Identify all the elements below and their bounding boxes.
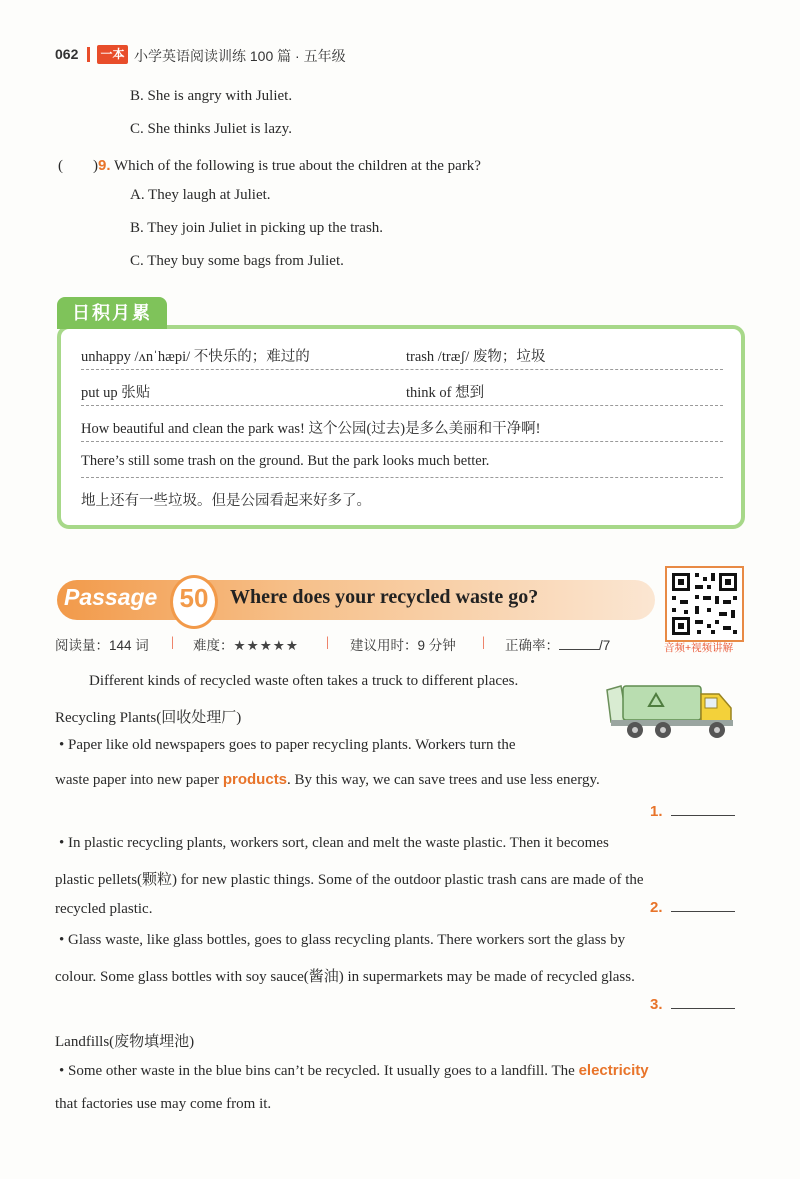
- vocab-translation: 地上还有一些垃圾。但是公园看起来好多了。: [81, 493, 371, 509]
- passage-number: 50: [179, 583, 209, 613]
- passage-label: Passage: [64, 584, 158, 610]
- option-b: B. She is angry with Juliet.: [130, 88, 293, 104]
- question-text: Which of the following is true about the children at the park?: [114, 158, 481, 174]
- question-number: 9.: [98, 157, 111, 174]
- blank-number: 3.: [650, 996, 663, 1013]
- keyword-electricity: electricity: [578, 1062, 649, 1079]
- difficulty-stars: ★★★★★: [233, 638, 300, 653]
- answer-blank-2[interactable]: [650, 899, 735, 917]
- difficulty-label: 难度：: [193, 638, 234, 653]
- brand-logo: 一本: [97, 45, 128, 64]
- page-number: 062: [55, 46, 79, 62]
- meta-separator: |: [326, 634, 329, 649]
- q9-option-a: A. They laugh at Juliet.: [130, 187, 271, 203]
- paragraph-landfill-line2: that factories use may come from it.: [55, 1096, 272, 1112]
- q9-option-b: B. They join Juliet in picking up the trash.: [130, 220, 384, 236]
- paragraph-paper-line1: • Paper like old newspapers goes to paper recycling plants. Workers turn the: [59, 737, 516, 753]
- vocab-entry: unhappy /ʌnˈhæpi/ 不快乐的；难过的: [81, 349, 310, 365]
- book-title: 小学英语阅读训练 100 篇 · 五年级: [134, 48, 346, 64]
- paragraph-plastic-line1: • In plastic recycling plants, workers sort, clean and melt the waste plastic. Then it becomes: [59, 835, 609, 851]
- meta-separator: |: [482, 634, 485, 649]
- header-divider: [87, 47, 90, 62]
- accuracy-input[interactable]: [559, 637, 599, 650]
- vocab-row: [81, 371, 723, 406]
- qr-code-icon[interactable]: [665, 566, 744, 642]
- section-heading-recycling: Recycling Plants(回收处理厂): [55, 710, 242, 726]
- question-9: [58, 154, 481, 175]
- vocab-row: [81, 407, 723, 442]
- paragraph-plastic-line2: plastic pellets(颗粒) for new plastic things. Some of the outdoor plastic trash cans are made of the: [55, 872, 644, 888]
- vocab-row: [81, 335, 723, 370]
- vocab-row: [81, 479, 723, 513]
- qr-caption: 音频+视频讲解: [664, 642, 734, 654]
- passage-title: Where does your recycled waste go?: [230, 586, 539, 608]
- vocab-tab: 日积月累: [57, 297, 167, 329]
- text-run: • Some other waste in the blue bins can’t be recycled. It usually goes to a landfill. The: [59, 1063, 579, 1079]
- passage-intro: Different kinds of recycled waste often takes a truck to different places.: [89, 673, 519, 689]
- accuracy-label: 正确率：: [505, 638, 559, 653]
- paragraph-landfill-line1: [59, 1062, 649, 1080]
- vocab-box: [57, 325, 745, 529]
- paragraph-plastic-line3: recycled plastic.: [55, 901, 153, 917]
- vocab-sentence: How beautiful and clean the park was! 这个公园(过去)是多么美丽和干净啊!: [81, 421, 541, 437]
- section-heading-landfills: Landfills(废物填埋池): [55, 1034, 195, 1050]
- accuracy-total: /7: [599, 638, 611, 653]
- text-run: . By this way, we can save trees and use less energy.: [287, 772, 600, 788]
- accuracy: [505, 634, 610, 654]
- answer-blank-3[interactable]: [650, 996, 735, 1014]
- vocab-entry: trash /træʃ/ 废物；垃圾: [406, 349, 546, 365]
- vocab-entry: put up 张贴: [81, 385, 151, 401]
- paragraph-glass-line1: • Glass waste, like glass bottles, goes to glass recycling plants. There workers sort the glass by: [59, 932, 626, 948]
- meta-separator: |: [171, 634, 174, 649]
- difficulty: [193, 634, 299, 654]
- blank-number: 1.: [650, 803, 663, 820]
- option-c: C. She thinks Juliet is lazy.: [130, 121, 292, 137]
- q9-option-c: C. They buy some bags from Juliet.: [130, 253, 344, 269]
- vocab-sentence: There’s still some trash on the ground. But the park looks much better.: [81, 453, 490, 469]
- paragraph-glass-line2: colour. Some glass bottles with soy sauce(酱油) in supermarkets may be made of recycled glass.: [55, 969, 635, 985]
- keyword-products: products: [222, 771, 288, 788]
- blank-number: 2.: [650, 899, 663, 916]
- text-run: waste paper into new paper: [55, 772, 223, 788]
- recycling-truck-icon: [601, 680, 741, 740]
- vocab-row: [81, 443, 723, 478]
- answer-paren[interactable]: ( ): [58, 158, 98, 174]
- word-count: 阅读量：144 词: [55, 638, 149, 653]
- answer-blank-1[interactable]: [650, 803, 735, 821]
- suggested-time: 建议用时：9 分钟: [350, 638, 456, 653]
- paragraph-paper-line2: [55, 771, 600, 789]
- vocab-entry: think of 想到: [406, 385, 485, 401]
